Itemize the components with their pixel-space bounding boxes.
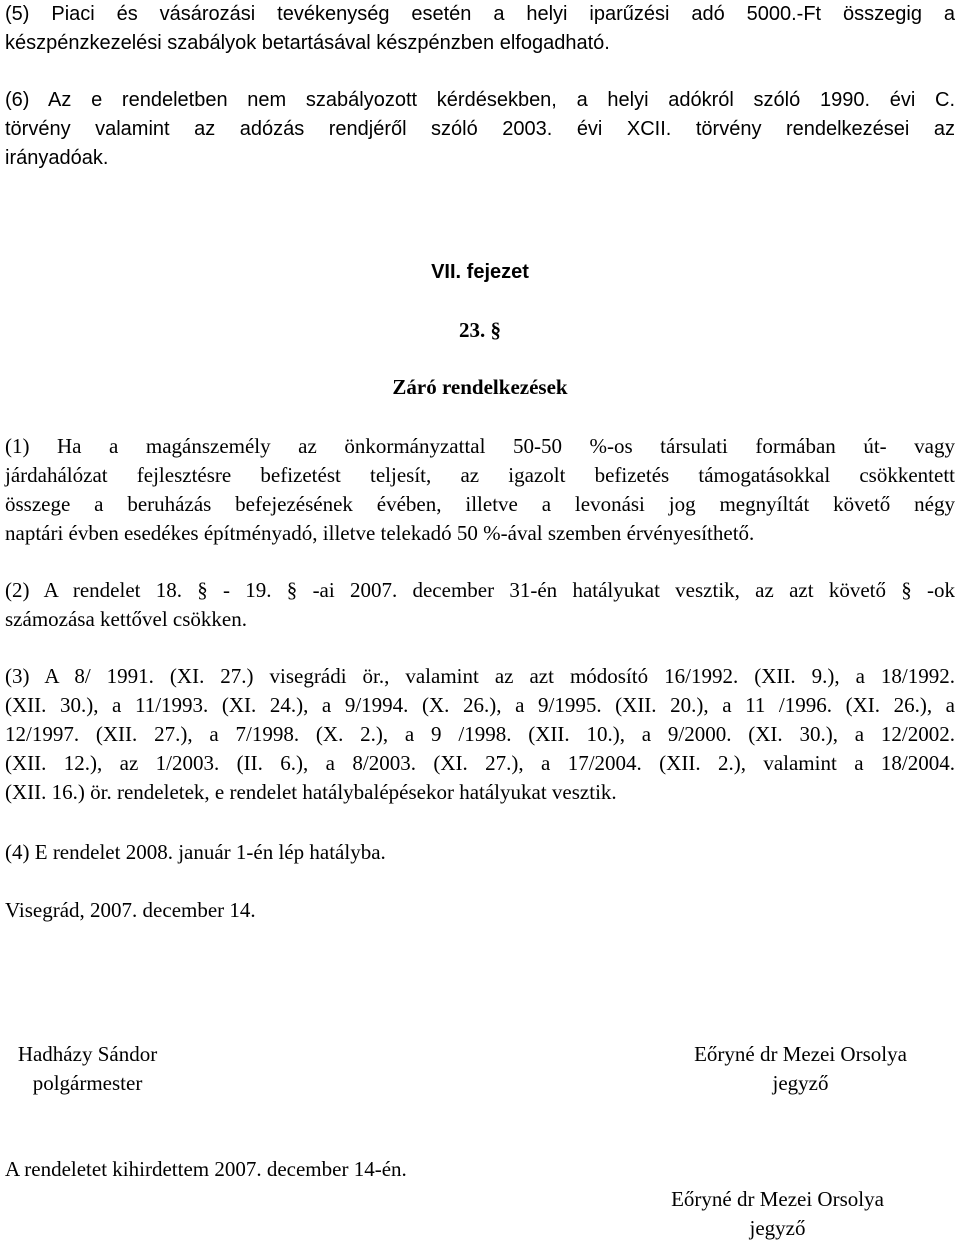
- paragraph-5-line-2: készpénzkezelési szabályok betartásával készpénzben elfogadható.: [5, 32, 610, 54]
- clause-3-line-3: 12/1997. (XII. 27.), a 7/1998. (X. 2.), a 9 /1998. (XII. 10.), a 9/2000. (XI. 30.), a 12/2002.: [5, 722, 955, 746]
- paragraph-6-line-2: törvény valamint az adózás rendjéről szóló 2003. évi XCII. törvény rendelkezései az: [5, 118, 955, 140]
- clause-1-line-2: járdahálózat fejlesztésre befizetést teljesít, az igazolt befizetés támogatásokkal csökkentett: [5, 463, 955, 487]
- clause-1-line-1: (1) Ha a magánszemély az önkormányzattal 50-50 %-os társulati formában út- vagy: [5, 434, 955, 458]
- final-notary-name: Eőryné dr Mezei Orsolya: [671, 1187, 884, 1211]
- mayor-title: polgármester: [32, 1071, 143, 1095]
- section-title: Záró rendelkezések: [392, 375, 568, 399]
- place-date: Visegrád, 2007. december 14.: [5, 898, 256, 922]
- notary-signature-block: [668, 1040, 933, 1098]
- clause-3-line-4: (XII. 12.), az 1/2003. (II. 6.), a 8/2003. (XI. 27.), a 17/2004. (XII. 2.), valamint a 18/2004.: [5, 751, 955, 775]
- paragraph-6-line-1: (6) Az e rendeletben nem szabályozott kérdésekben, a helyi adókról szóló 1990. évi C.: [5, 89, 955, 111]
- clause-2-line-2: számozása kettővel csökken.: [5, 607, 247, 631]
- mayor-signature-block: [5, 1040, 170, 1098]
- paragraph-6-line-3: irányadóak.: [5, 147, 109, 169]
- clause-3-line-1: (3) A 8/ 1991. (XI. 27.) visegrádi ör., valamint az azt módosító 16/1992. (XII. 9.), a 18/1992.: [5, 664, 955, 688]
- final-notary-title: jegyző: [749, 1216, 806, 1240]
- paragraph-5-line-1: (5) Piaci és vásározási tevékenység esetén a helyi iparűzési adó 5000.-Ft összegig a: [5, 3, 955, 25]
- clause-3-line-2: (XII. 30.), a 11/1993. (XI. 24.), a 9/1994. (X. 26.), a 9/1995. (XII. 20.), a 11 /1996. (XI. 26.), a: [5, 693, 955, 717]
- notary-title: jegyző: [772, 1071, 829, 1095]
- clause-3-line-5: (XII. 16.) ör. rendeletek, e rendelet hatálybalépésekor hatályukat vesztik.: [5, 780, 617, 804]
- chapter-heading: VII. fejezet: [431, 261, 529, 283]
- clause-2-line-1: (2) A rendelet 18. § - 19. § -ai 2007. december 31-én hatályukat vesztik, az azt követő § -ok: [5, 578, 955, 602]
- clause-1-line-4: naptári évben esedékes építményadó, illetve telekadó 50 %-ával szemben érvényesíthető.: [5, 521, 755, 545]
- clause-4: (4) E rendelet 2008. január 1-én lép hatályba.: [5, 840, 386, 864]
- notary-name: Eőryné dr Mezei Orsolya: [694, 1042, 907, 1066]
- mayor-name: Hadházy Sándor: [17, 1042, 158, 1066]
- clause-1-line-3: összege a beruházás befejezésének évében, illetve a levonási jog megnyíltát követő négy: [5, 492, 955, 516]
- section-number: 23. §: [459, 318, 501, 342]
- final-signature-block: [645, 1185, 910, 1243]
- announcement: A rendeletet kihirdettem 2007. december 14-én.: [5, 1157, 407, 1181]
